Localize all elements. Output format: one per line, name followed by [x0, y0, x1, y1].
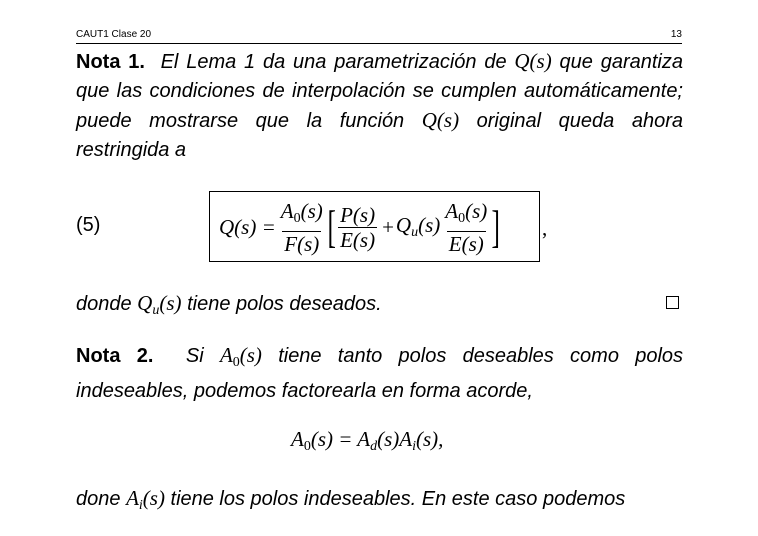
nota1-text-1: El Lema 1 da una parametrización de	[160, 51, 515, 73]
eq5-q-sub: u	[411, 225, 419, 240]
eq5-fraction-a0-over-f	[279, 199, 325, 256]
nota2-a-arg: (s)	[239, 343, 262, 367]
eq6-ad-arg: (s)	[377, 427, 400, 451]
nota2-a-sub: 0	[232, 355, 240, 370]
eq6-ai-arg: (s),	[416, 427, 444, 451]
header-rule	[76, 43, 682, 44]
eq5-q: Q	[395, 213, 412, 237]
eq6-a0: A	[291, 427, 304, 451]
eq6-ad-sub: d	[370, 439, 378, 454]
eq5-lhs: Q(s) =	[219, 214, 276, 239]
nota1-label: Nota 1.	[76, 51, 145, 73]
done-text-2: tiene los polos indeseables. En este caso podemos	[164, 488, 626, 510]
equation-number: (5)	[76, 214, 101, 236]
donde-line	[76, 289, 683, 325]
right-bracket: ]	[491, 201, 501, 252]
eq5-f: F(s)	[284, 231, 320, 256]
eq5-a2: A	[445, 198, 459, 223]
eq5-e1: E(s)	[340, 227, 376, 252]
nota1-paragraph	[76, 47, 683, 165]
eq5-qu	[396, 213, 440, 241]
eq5-a2-arg: (s)	[465, 198, 488, 223]
eq5-fraction-a0-over-e	[443, 199, 489, 256]
nota2-text-1: Si	[185, 345, 220, 367]
nota1-text-3: original queda ahora restringida a	[76, 110, 684, 161]
eq6-ad: A	[357, 427, 371, 451]
running-header	[76, 29, 682, 43]
done-a: A	[126, 486, 139, 510]
eq5-comma: ,	[542, 216, 548, 240]
eq6-ai: A	[399, 427, 413, 451]
page-number: 13	[670, 29, 682, 40]
eq6-a0-sub: 0	[303, 439, 311, 454]
done-text-1: done	[76, 488, 127, 510]
nota1-math-q2: Q(s)	[421, 108, 460, 132]
donde-q: Q	[137, 291, 153, 315]
eq5-a-arg: (s)	[300, 198, 323, 223]
nota2-a0	[219, 343, 262, 370]
eq6-ai-sub: i	[412, 439, 416, 454]
nota2-a: A	[219, 343, 233, 367]
done-a-sub: i	[138, 498, 143, 513]
eq5-a2-sub: 0	[458, 210, 466, 226]
donde-qu	[137, 291, 182, 318]
donde-q-arg: (s)	[159, 291, 182, 315]
done-a-arg: (s)	[142, 486, 165, 510]
left-bracket: [	[327, 201, 336, 252]
nota2-label: Nota 2.	[76, 345, 154, 367]
eq5-a: A	[280, 198, 294, 223]
eq5-a-sub: 0	[293, 210, 301, 226]
eq6-a0-arg: (s) =	[310, 427, 358, 451]
donde-text-1: donde	[76, 293, 138, 315]
done-line	[76, 484, 683, 520]
done-ai	[126, 486, 165, 513]
eq5-q-arg: (s)	[418, 213, 441, 237]
donde-q-sub: u	[152, 303, 160, 318]
nota1-text-2: que garantiza que las condiciones de interpolación se cumplen automáticamente; puede mostrarse que la función	[76, 51, 683, 132]
eq5-plus: +	[382, 214, 394, 239]
nota2-text-2: tiene tanto polos deseables como polos indeseables, podemos factorearla en forma acorde,	[76, 345, 684, 402]
donde-text-2: tiene polos deseados.	[181, 293, 382, 315]
equation-5	[219, 197, 500, 257]
eq5-fraction-p-over-e	[338, 203, 377, 252]
equation-factorization	[291, 427, 443, 455]
nota1-math-q1: Q(s)	[514, 49, 552, 73]
eq5-p: P(s)	[340, 202, 376, 227]
eq5-e2: E(s)	[448, 231, 484, 256]
nota2-paragraph	[76, 341, 683, 406]
header-course: CAUT1 Clase 20	[76, 29, 152, 40]
qed-square-icon	[666, 296, 679, 309]
